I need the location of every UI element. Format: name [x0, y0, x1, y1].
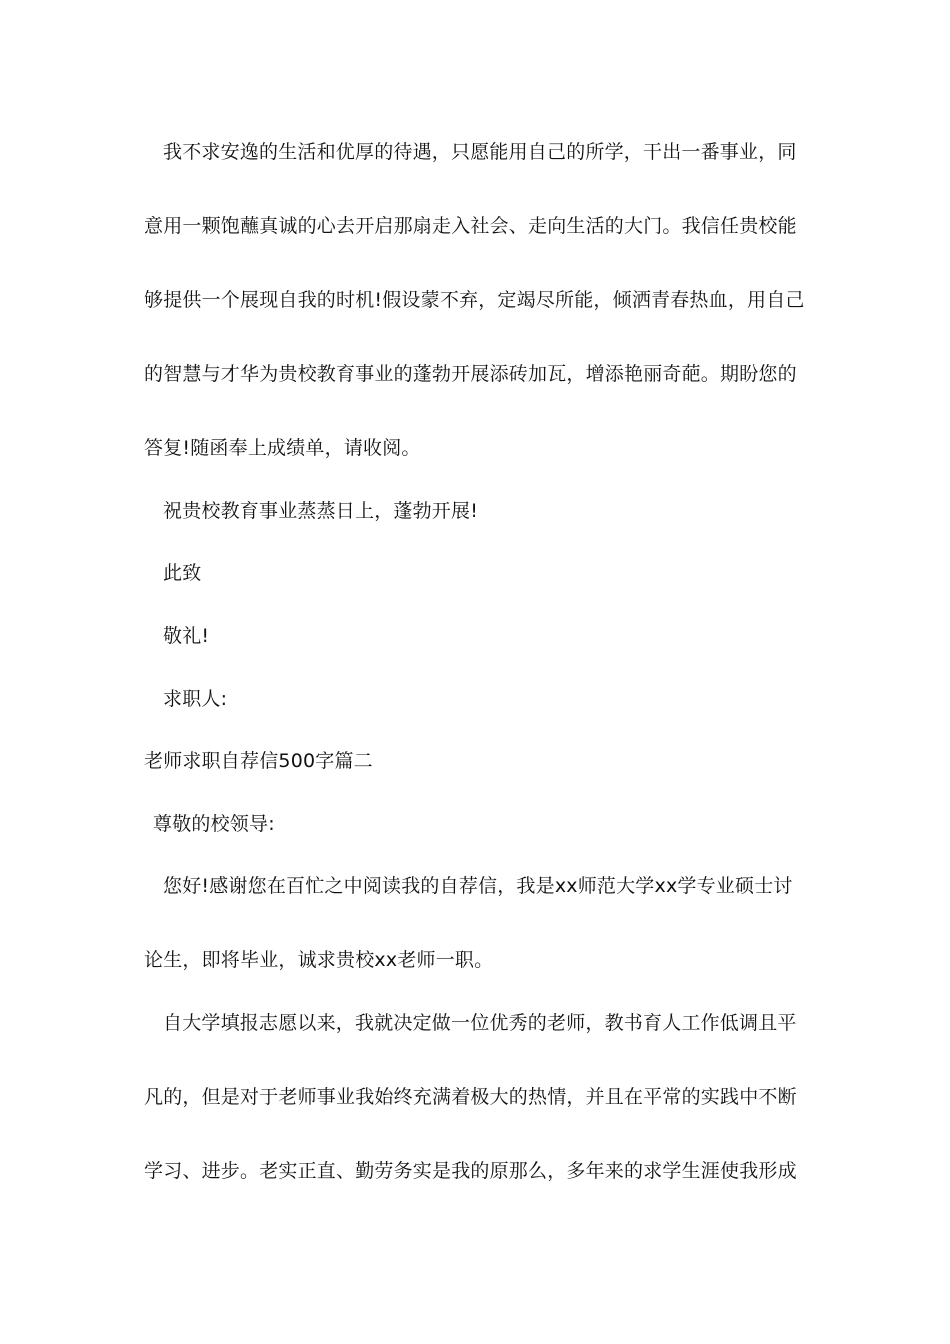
wish-line: 祝贵校教育事业蒸蒸日上，蓬勃开展!	[163, 500, 479, 522]
paragraph-line: 答复!随函奉上成绩单，请收阅。	[144, 437, 421, 459]
paragraph-line: 自大学填报志愿以来，我就决定做一位优秀的老师，教书育人工作低调且平	[163, 1012, 797, 1034]
paragraph-line: 论生，即将毕业，诚求贵校xx老师一职。	[144, 949, 494, 971]
paragraph-line: 学习、进步。老实正直、勤劳务实是我的原那么，多年来的求学生涯使我形成	[144, 1160, 797, 1182]
closing-line: 此致	[163, 562, 202, 584]
section-title: 老师求职自荐信500字篇二	[144, 750, 373, 772]
paragraph-line: 凡的，但是对于老师事业我始终充满着极大的热情，并且在平常的实践中不断	[144, 1086, 797, 1108]
paragraph-line: 够提供一个展现自我的时机!假设蒙不弃，定竭尽所能，倾洒青春热血，用自己	[144, 289, 805, 311]
paragraph-line: 意用一颗饱蘸真诚的心去开启那扇走入社会、走向生活的大门。我信任贵校能	[144, 215, 797, 237]
paragraph-line: 的智慧与才华为贵校教育事业的蓬勃开展添砖加瓦，增添艳丽奇葩。期盼您的	[144, 363, 797, 385]
paragraph-line: 我不求安逸的生活和优厚的待遇，只愿能用自己的所学，干出一番事业，同	[163, 141, 797, 163]
salutation: 尊敬的校领导:	[153, 813, 275, 835]
closing-line: 敬礼!	[163, 625, 210, 647]
applicant-line: 求职人:	[163, 688, 228, 710]
paragraph-line: 您好!感谢您在百忙之中阅读我的自荐信，我是xx师范大学xx学专业硕士讨	[163, 875, 793, 897]
